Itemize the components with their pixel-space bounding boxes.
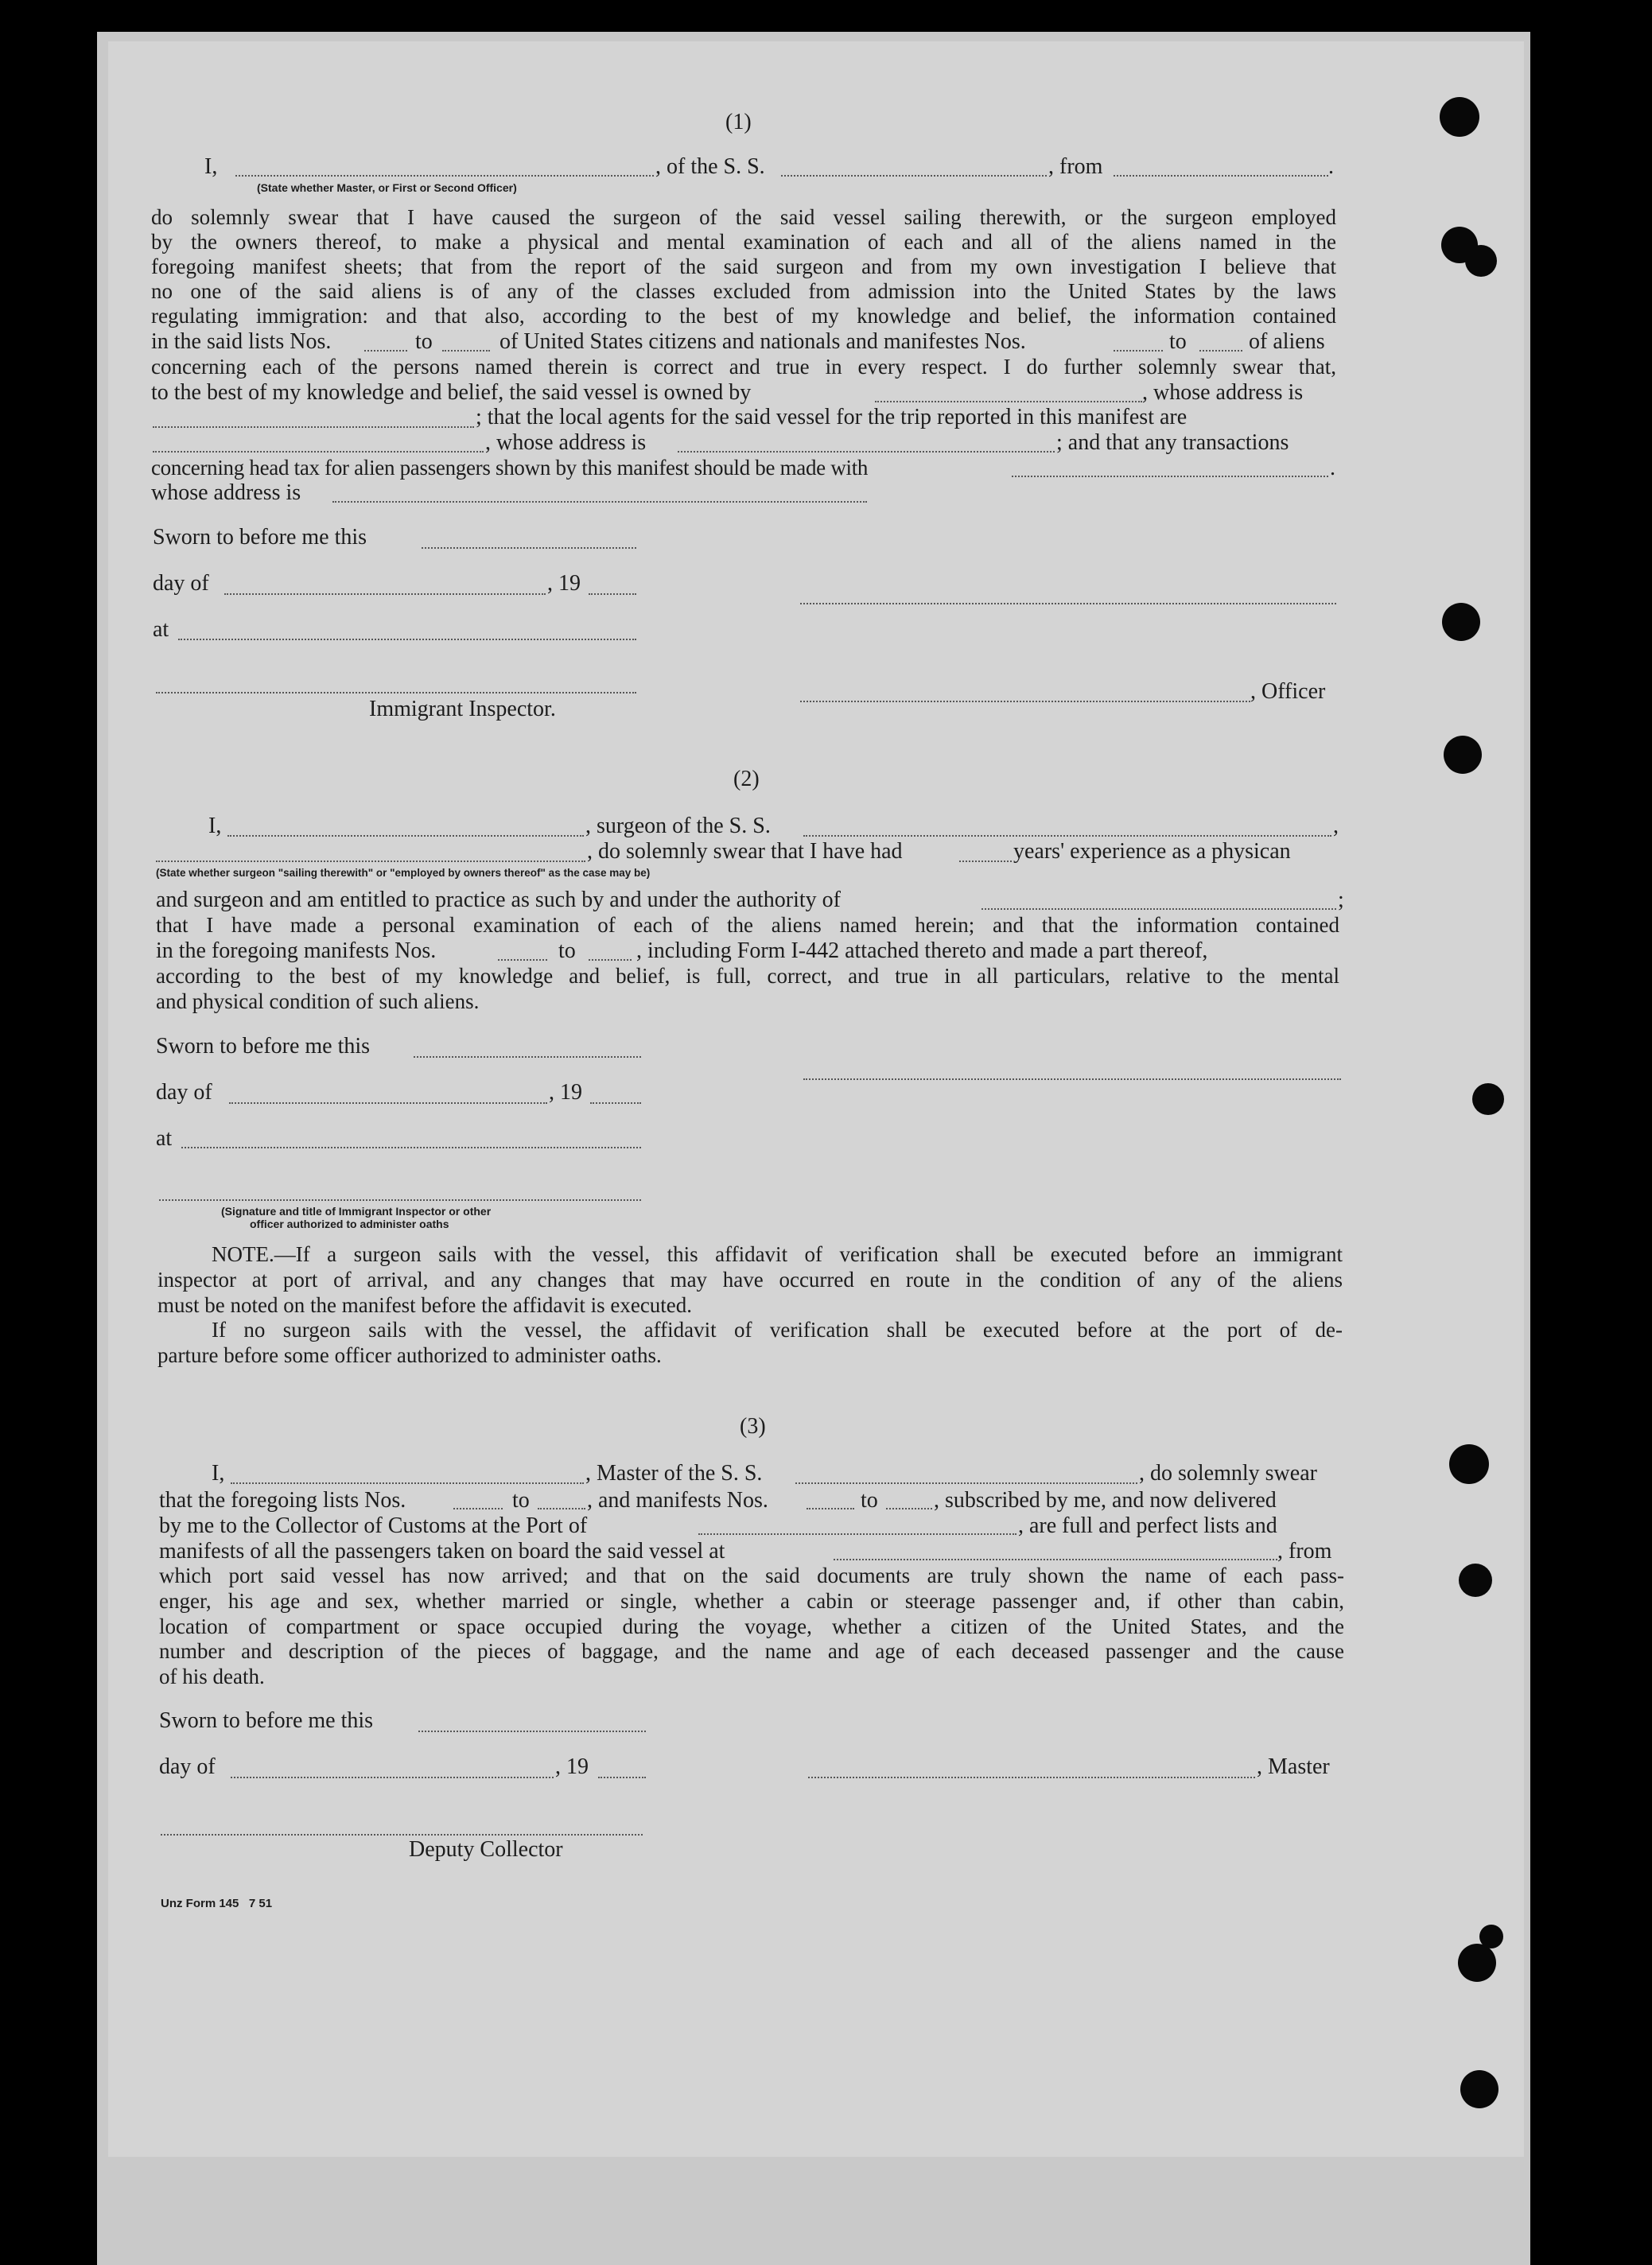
note-line: inspector at port of arrival, and any changes that may have occurred en route in the condition of any of the aliens — [157, 1268, 1343, 1292]
vessel-name-field[interactable] — [781, 175, 1047, 177]
sworn-year-field[interactable] — [598, 1777, 646, 1778]
surgeon-status-hint: (State whether surgeon "sailing therewith" or "employed by owners thereof" as the case may be) — [156, 867, 651, 879]
port-field[interactable] — [698, 1533, 1016, 1535]
to-label: to — [415, 329, 433, 354]
section-1-number: (1) — [725, 110, 752, 134]
note-line: parture before some officer authorized to administer oaths. — [157, 1343, 662, 1367]
surgeon-of-label: , surgeon of the S. S. — [585, 814, 771, 838]
subscribed-label: , subscribed by me, and now delivered — [934, 1488, 1277, 1513]
deputy-signature-field[interactable] — [161, 1834, 643, 1836]
owner-address-field[interactable] — [153, 426, 474, 428]
binder-hole — [1440, 97, 1479, 137]
head-tax-period: . — [1330, 456, 1335, 480]
from-label: , from — [1277, 1539, 1332, 1564]
from-port-field[interactable] — [1114, 175, 1328, 177]
surgeon-name-field[interactable] — [227, 835, 584, 837]
full-lists-label: , are full and perfect lists and — [1018, 1513, 1277, 1538]
authority-semicolon: ; — [1338, 888, 1344, 912]
master-label: , Master — [1257, 1754, 1330, 1779]
deputy-collector-label: Deputy Collector — [409, 1837, 563, 1862]
whose-address-label: whose address is — [151, 480, 301, 505]
alien-manifest-from-field[interactable] — [1114, 350, 1163, 352]
sworn-place-field[interactable] — [178, 639, 636, 640]
citizens-manifests-label: of United States citizens and nationals and manifestes Nos. — [499, 329, 1026, 354]
binder-hole — [1465, 245, 1497, 277]
binder-hole — [1479, 1925, 1503, 1948]
oath-line: regulating immigration: and that also, according to the best of my knowledge and belief, the information contained — [151, 304, 1336, 328]
of-aliens-label: of aliens — [1249, 329, 1325, 354]
whose-address-label: , whose address is — [485, 430, 647, 455]
manifest-to-field[interactable] — [589, 959, 632, 961]
oath-line: foregoing manifest sheets; that from the report of the said surgeon and from my own investigation I believe that — [151, 254, 1336, 278]
surgeon-i: I, — [208, 814, 222, 838]
manifests-label: , and manifests Nos. — [587, 1488, 768, 1513]
binder-hole — [1442, 603, 1480, 641]
surgeon-line: that I have made a personal examination of each of the aliens named herein; and that the information contained — [156, 913, 1339, 937]
inspector-signature-field[interactable] — [159, 1199, 641, 1201]
oath-period: . — [1328, 154, 1334, 179]
lists-label: in the said lists Nos. — [151, 329, 332, 354]
year-prefix: , 19 — [547, 571, 581, 596]
day-of-label: day of — [159, 1754, 216, 1779]
agents-field[interactable] — [153, 451, 484, 453]
binder-hole — [1449, 1444, 1489, 1484]
section-2-number: (2) — [733, 767, 760, 791]
master-line: enger, his age and sex, whether married or single, whether a cabin or steerage passenger and, if other than cabin, — [159, 1589, 1344, 1613]
surgeon-vessel-field[interactable] — [803, 835, 1331, 837]
binder-hole — [1444, 736, 1482, 774]
binder-hole — [1460, 2070, 1498, 2108]
agents-address-field[interactable] — [678, 451, 1055, 453]
binder-hole — [1459, 1564, 1492, 1597]
oath-line: concerning each of the persons named therein is correct and true in every respect. I do further solemnly swear that, — [151, 355, 1336, 379]
sworn-month-field[interactable] — [231, 1777, 554, 1778]
form-number: Unz Form 145 7 51 — [161, 1897, 273, 1910]
surgeon-comma: , — [1333, 814, 1339, 838]
sworn-label: Sworn to before me this — [153, 525, 367, 550]
year-prefix: , 19 — [555, 1754, 589, 1779]
surgeon-line: and physical condition of such aliens. — [156, 989, 480, 1013]
solemnly-swear-label: , do solemnly swear — [1139, 1461, 1317, 1486]
manifests-label: in the foregoing manifests Nos. — [156, 938, 437, 963]
head-tax-contact-field[interactable] — [1012, 476, 1328, 477]
signature-caption: (Signature and title of Immigrant Inspector or other — [221, 1205, 492, 1218]
master-name-field[interactable] — [231, 1482, 584, 1484]
at-label: at — [156, 1126, 173, 1151]
immigrant-inspector-label: Immigrant Inspector. — [369, 697, 556, 721]
sworn-label: Sworn to before me this — [159, 1708, 374, 1733]
oath-line: do solemnly swear that I have caused the surgeon of the said vessel sailing therewith, or the surgeon employed — [151, 205, 1336, 229]
to-label: to — [512, 1488, 530, 1513]
citizen-list-to-field[interactable] — [442, 350, 490, 352]
manifest-from-field[interactable] — [498, 959, 547, 961]
citizen-list-from-field[interactable] — [364, 350, 407, 352]
master-line: of his death. — [159, 1665, 265, 1688]
list-from-field[interactable] — [453, 1508, 503, 1509]
sworn-year-field[interactable] — [590, 1102, 641, 1104]
sworn-day-field[interactable] — [418, 1731, 646, 1732]
local-agents-label: ; that the local agents for the said vessel for the trip reported in this manifest are — [476, 405, 1187, 429]
from-label: , from — [1048, 154, 1103, 179]
head-tax-label: concerning head tax for alien passengers shown by this manifest should be made with — [151, 456, 869, 480]
sworn-day-field[interactable] — [414, 1056, 641, 1058]
note-line: NOTE.—If a surgeon sails with the vessel, this affidavit of verification shall be executed before an immigrant — [212, 1242, 1343, 1266]
to-label: to — [861, 1488, 878, 1513]
surgeon-signature-line[interactable] — [803, 1078, 1341, 1080]
surgeon-swear-label: , do solemnly swear that I have had — [587, 839, 903, 864]
section-3-number: (3) — [740, 1414, 766, 1439]
officer-signature-line[interactable] — [800, 603, 1336, 604]
sworn-year-field[interactable] — [589, 593, 636, 595]
binder-hole — [1458, 1944, 1496, 1982]
officer-label: , Officer — [1250, 679, 1326, 704]
day-of-label: day of — [153, 571, 209, 596]
oath-i: I, — [204, 154, 218, 179]
master-line: which port said vessel has now arrived; and that on the said documents are truly shown the name of each pass- — [159, 1564, 1344, 1587]
authority-label: and surgeon and am entitled to practice as such by and under the authority of — [156, 888, 841, 912]
officer-name-field[interactable] — [235, 175, 654, 177]
sworn-label: Sworn to before me this — [156, 1034, 371, 1059]
owned-by-label: to the best of my knowledge and belief, the said vessel is owned by — [151, 380, 752, 405]
transactions-label: ; and that any transactions — [1056, 430, 1289, 455]
note-line: must be noted on the manifest before the affidavit is executed. — [157, 1293, 693, 1317]
form-i442-label: , including Form I-442 attached thereto and made a part thereof, — [636, 938, 1208, 963]
of-ss-label: , of the S. S. — [655, 154, 765, 179]
authority-field[interactable] — [981, 908, 1336, 910]
owner-field[interactable] — [875, 401, 1142, 402]
oath-line: by the owners thereof, to make a physical and mental examination of each and all of the aliens named in the — [151, 230, 1336, 254]
lists-label: that the foregoing lists Nos. — [159, 1488, 406, 1513]
day-of-label: day of — [156, 1080, 212, 1105]
master-of-label: , Master of the S. S. — [585, 1461, 763, 1486]
year-prefix: , 19 — [549, 1080, 582, 1105]
list-to-field[interactable] — [538, 1508, 585, 1509]
binder-hole — [1472, 1083, 1504, 1115]
oath-line: no one of the said aliens is of any of the classes excluded from admission into the United States by the laws — [151, 279, 1336, 303]
surgeon-line: according to the best of my knowledge and belief, is full, correct, and true in all particulars, relative to the mental — [156, 964, 1339, 988]
master-signature-field[interactable] — [808, 1777, 1255, 1778]
whose-address-label: , whose address is — [1142, 380, 1304, 405]
officer-title-field[interactable] — [800, 701, 1250, 702]
master-i: I, — [212, 1461, 225, 1486]
to-label: to — [558, 938, 576, 963]
port-label: by me to the Collector of Customs at the Port of — [159, 1513, 588, 1538]
master-line: location of compartment or space occupied during the voyage, whether a citizen of the United States, and the — [159, 1614, 1344, 1638]
officer-rank-hint: (State whether Master, or First or Second Officer) — [257, 181, 517, 194]
years-experience-label: years' experience as a physican — [1013, 839, 1291, 864]
inspector-signature-field[interactable] — [156, 692, 636, 693]
sworn-month-field[interactable] — [224, 593, 546, 595]
embark-port-field[interactable] — [834, 1559, 1277, 1560]
sworn-day-field[interactable] — [422, 547, 636, 549]
sworn-month-field[interactable] — [229, 1102, 547, 1104]
note-line: If no surgeon sails with the vessel, the affidavit of verification shall be executed before at the port of de- — [212, 1318, 1343, 1342]
taken-on-board-label: manifests of all the passengers taken on board the said vessel at — [159, 1539, 725, 1564]
at-label: at — [153, 617, 169, 642]
alien-manifest-to-field[interactable] — [1199, 350, 1242, 352]
master-line: number and description of the pieces of baggage, and the name and age of each deceased passenger and the cause — [159, 1639, 1344, 1663]
years-experience-field[interactable] — [959, 861, 1012, 862]
to-label: to — [1169, 329, 1187, 354]
head-tax-address-field[interactable] — [332, 501, 867, 503]
sworn-place-field[interactable] — [181, 1147, 641, 1148]
manifest-from-field[interactable] — [807, 1508, 854, 1509]
surgeon-status-field[interactable] — [156, 861, 585, 862]
signature-caption: officer authorized to administer oaths — [250, 1218, 449, 1230]
master-vessel-field[interactable] — [795, 1482, 1137, 1484]
manifest-to-field[interactable] — [886, 1508, 932, 1509]
